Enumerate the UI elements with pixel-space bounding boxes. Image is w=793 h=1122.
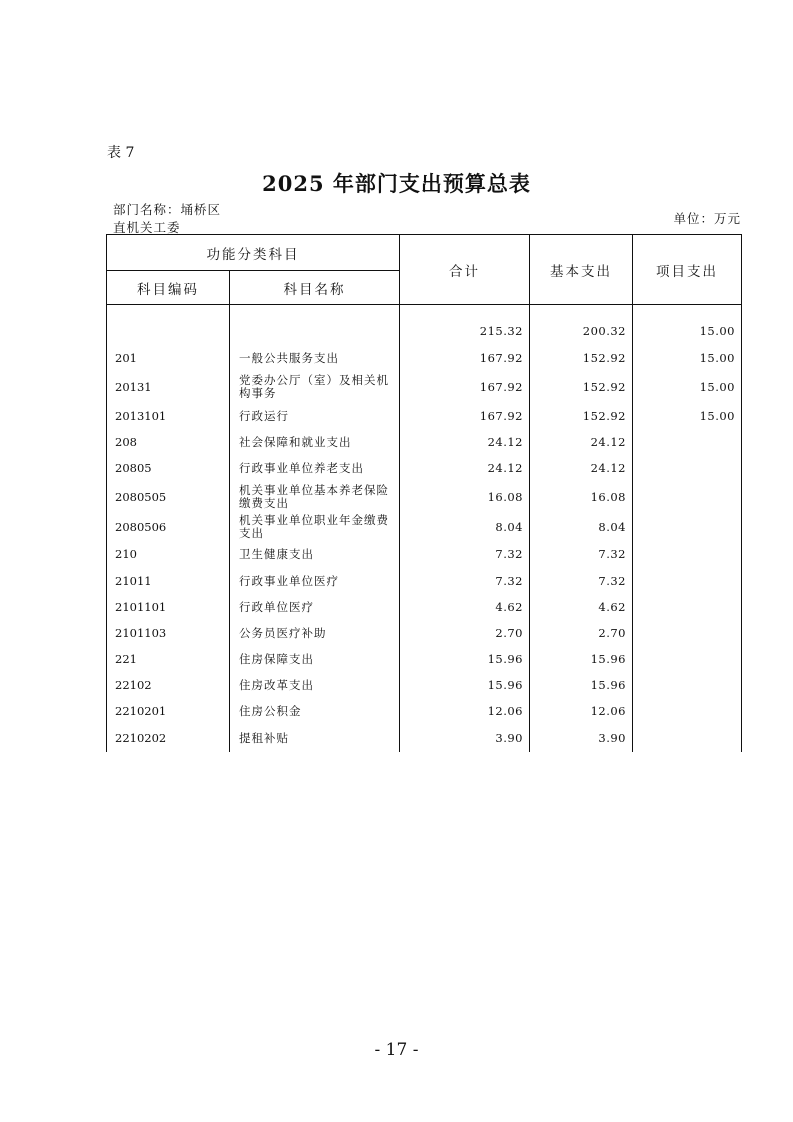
cell-total: 12.06	[400, 698, 530, 724]
cell-total: 167.92	[400, 403, 530, 429]
cell-project	[633, 646, 742, 672]
cell-basic: 15.96	[530, 672, 633, 698]
cell-project	[633, 724, 742, 752]
cell-total: 167.92	[400, 371, 530, 403]
cell-name: 行政单位医疗	[230, 594, 400, 620]
cell-basic: 7.32	[530, 568, 633, 594]
cell-project: 15.00	[633, 345, 742, 371]
table-row	[107, 513, 742, 541]
cell-name: 社会保障和就业支出	[230, 429, 400, 455]
table-row	[107, 371, 742, 403]
cell-total: 7.32	[400, 541, 530, 568]
cell-code: 2101101	[107, 594, 230, 620]
cell-basic: 8.04	[530, 513, 633, 541]
cell-code: 22102	[107, 672, 230, 698]
cell-basic: 15.96	[530, 646, 633, 672]
page-title: 2025 年部门支出预算总表	[262, 171, 531, 196]
cell-basic: 12.06	[530, 698, 633, 724]
cell-code: 210	[107, 541, 230, 568]
cell-name: 机关事业单位职业年金缴费支出	[230, 513, 400, 541]
cell-total: 4.62	[400, 594, 530, 620]
cell-total: 7.32	[400, 568, 530, 594]
cell-total: 215.32	[400, 318, 530, 345]
cell-code: 21011	[107, 568, 230, 594]
cell-code: 2080506	[107, 513, 230, 541]
cell-name	[230, 318, 400, 345]
cell-name: 卫生健康支出	[230, 541, 400, 568]
cell-total: 2.70	[400, 620, 530, 646]
cell-basic: 152.92	[530, 345, 633, 371]
cell-code: 2080505	[107, 481, 230, 513]
header-function-category: 功能分类科目	[107, 235, 400, 271]
cell-basic: 2.70	[530, 620, 633, 646]
cell-name: 提租补贴	[230, 724, 400, 752]
cell-code	[107, 318, 230, 345]
table-row	[107, 429, 742, 455]
cell-code: 208	[107, 429, 230, 455]
cell-project: 15.00	[633, 403, 742, 429]
cell-name: 行政事业单位医疗	[230, 568, 400, 594]
table-row	[107, 481, 742, 513]
cell-code: 2101103	[107, 620, 230, 646]
cell-code: 221	[107, 646, 230, 672]
unit-label: 单位：万元	[673, 211, 741, 226]
cell-project	[633, 594, 742, 620]
table-row	[107, 620, 742, 646]
page-number: - 17 -	[374, 1040, 419, 1060]
cell-basic: 24.12	[530, 429, 633, 455]
header-subject-name: 科目名称	[230, 271, 400, 305]
header-total: 合计	[400, 235, 530, 305]
cell-project	[633, 481, 742, 513]
cell-total: 24.12	[400, 455, 530, 481]
cell-name: 行政事业单位养老支出	[230, 455, 400, 481]
table-row	[107, 541, 742, 568]
header-subject-code: 科目编码	[107, 271, 230, 305]
cell-project	[633, 541, 742, 568]
cell-code: 2210201	[107, 698, 230, 724]
cell-total: 167.92	[400, 345, 530, 371]
table-row	[107, 594, 742, 620]
cell-basic: 3.90	[530, 724, 633, 752]
cell-name: 住房改革支出	[230, 672, 400, 698]
cell-code: 2210202	[107, 724, 230, 752]
cell-basic: 7.32	[530, 541, 633, 568]
cell-project	[633, 620, 742, 646]
cell-project: 15.00	[633, 318, 742, 345]
table-row	[107, 568, 742, 594]
table-row	[107, 646, 742, 672]
cell-basic: 152.92	[530, 371, 633, 403]
department-name: 部门名称：埇桥区	[113, 202, 222, 217]
cell-basic: 200.32	[530, 318, 633, 345]
table-row	[107, 672, 742, 698]
cell-code: 201	[107, 345, 230, 371]
cell-name: 行政运行	[230, 403, 400, 429]
cell-total: 15.96	[400, 672, 530, 698]
department-name-cont: 直机关工委	[113, 220, 181, 235]
cell-name: 一般公共服务支出	[230, 345, 400, 371]
cell-total: 3.90	[400, 724, 530, 752]
cell-name: 住房保障支出	[230, 646, 400, 672]
table-row	[107, 345, 742, 371]
cell-basic: 152.92	[530, 403, 633, 429]
cell-project	[633, 513, 742, 541]
cell-basic: 16.08	[530, 481, 633, 513]
cell-total: 24.12	[400, 429, 530, 455]
table-row	[107, 403, 742, 429]
spacer-row	[107, 305, 742, 319]
header-basic-expenditure: 基本支出	[530, 235, 633, 305]
cell-name: 机关事业单位基本养老保险缴费支出	[230, 481, 400, 513]
cell-project: 15.00	[633, 371, 742, 403]
cell-project	[633, 568, 742, 594]
cell-total: 8.04	[400, 513, 530, 541]
cell-name: 公务员医疗补助	[230, 620, 400, 646]
table-row	[107, 698, 742, 724]
table-number: 表 7	[107, 145, 135, 161]
cell-project	[633, 698, 742, 724]
cell-name: 住房公积金	[230, 698, 400, 724]
cell-name: 党委办公厅（室）及相关机构事务	[230, 371, 400, 403]
cell-code: 20131	[107, 371, 230, 403]
cell-project	[633, 672, 742, 698]
table-row	[107, 318, 742, 345]
cell-basic: 4.62	[530, 594, 633, 620]
cell-project	[633, 429, 742, 455]
table-row	[107, 724, 742, 752]
cell-project	[633, 455, 742, 481]
cell-basic: 24.12	[530, 455, 633, 481]
budget-table	[106, 234, 742, 752]
cell-total: 16.08	[400, 481, 530, 513]
header-project-expenditure: 项目支出	[633, 235, 742, 305]
table-row	[107, 455, 742, 481]
cell-code: 2013101	[107, 403, 230, 429]
cell-total: 15.96	[400, 646, 530, 672]
cell-code: 20805	[107, 455, 230, 481]
